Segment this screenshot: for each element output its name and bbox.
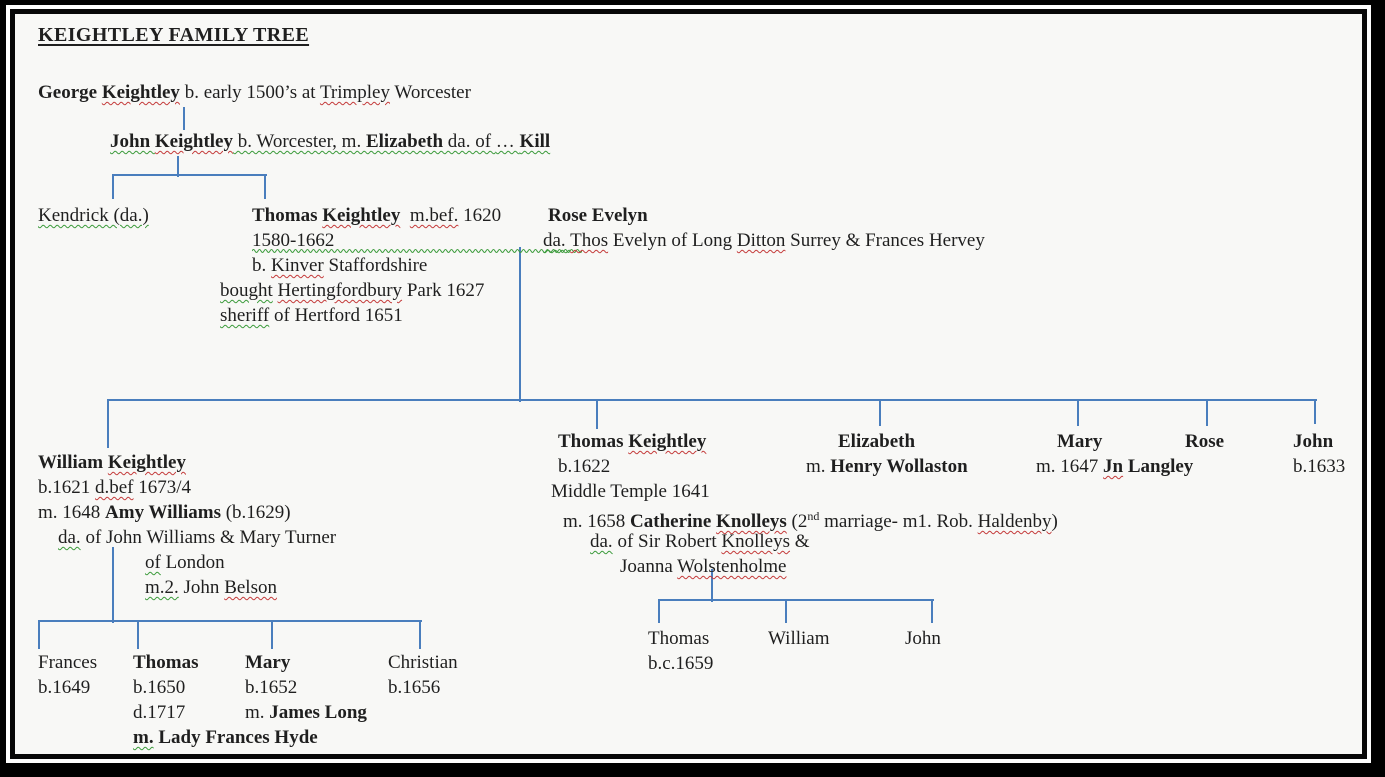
tree-connector-line — [107, 399, 109, 448]
text-run: of — [145, 552, 161, 573]
thomas-1622-birth — [558, 455, 610, 478]
text-run: Thomas — [648, 628, 710, 649]
tree-connector-line — [112, 174, 114, 199]
text-run: (b.1629) — [220, 502, 291, 523]
elizabeth-marriage — [806, 455, 968, 478]
person-rose — [1185, 430, 1224, 453]
text-run: Jn — [1103, 456, 1124, 477]
person-mary — [1057, 430, 1102, 453]
text-run: Lady Frances Hyde — [153, 727, 318, 748]
text-run: b. early 1500’s at — [179, 82, 320, 103]
person-kendrick — [38, 204, 149, 227]
thomas-1580-note-sheriff — [220, 304, 403, 327]
tree-connector-line — [519, 247, 521, 402]
person-rose-evelyn — [548, 204, 648, 227]
text-run: Mary — [1057, 431, 1103, 452]
text-run: Catherine — [630, 511, 717, 532]
mary-1652-marriage — [245, 701, 367, 724]
thomas-1622-temple — [551, 480, 710, 503]
text-run: Worcester — [390, 82, 471, 103]
text-run: b.1649 — [38, 677, 91, 698]
text-run: Thomas — [133, 652, 199, 673]
christian-birth — [388, 676, 440, 699]
text-run: 1620 — [458, 205, 502, 226]
text-run: m. — [133, 727, 154, 748]
text-run: Keightley — [107, 452, 186, 473]
text-run: Kendrick (da.) — [38, 205, 149, 226]
thomas-1650-death — [133, 701, 185, 724]
text-run: Evelyn of Long — [608, 230, 737, 251]
text-run: Hertingfordbury — [277, 280, 403, 301]
william-marriage — [38, 501, 291, 524]
text-run: John — [178, 577, 225, 598]
text-run: Thos — [570, 230, 609, 251]
text-run: Keightley — [322, 205, 401, 226]
tree-connector-line — [1206, 399, 1208, 426]
text-run: marriage- m1. Rob. — [819, 511, 978, 532]
text-run: James Long — [269, 702, 367, 723]
tree-connector-line — [1077, 399, 1079, 426]
text-run: sheriff — [220, 305, 270, 326]
text-run: d.bef — [95, 477, 134, 498]
tree-connector-line — [112, 547, 114, 623]
catherine-father — [590, 530, 810, 553]
mary-marriage — [1036, 455, 1193, 478]
text-run: Langley — [1123, 456, 1194, 477]
text-run: Thomas — [558, 431, 629, 452]
text-run: … — [495, 131, 520, 152]
tree-connector-line — [107, 399, 1317, 401]
text-run: William — [768, 628, 830, 649]
text-run: Ditton — [736, 230, 786, 251]
text-run: & — [790, 531, 810, 552]
text-run: d.1717 — [133, 702, 186, 723]
tree-connector-line — [658, 599, 660, 623]
text-run: b.1633 — [1293, 456, 1346, 477]
text-run: Haldenby — [977, 511, 1052, 532]
tree-connector-line — [271, 620, 273, 649]
text-run: m. 1647 — [1036, 456, 1104, 477]
tree-connector-line — [1314, 399, 1316, 424]
text-run: nd — [807, 509, 820, 523]
amy-second-marriage — [145, 576, 277, 599]
person-john-2 — [905, 627, 941, 650]
person-elizabeth — [838, 430, 915, 453]
tree-connector-line — [419, 620, 421, 649]
tree-connector-line — [596, 399, 598, 429]
amy-parents — [58, 526, 336, 549]
text-run: b.1650 — [133, 677, 186, 698]
text-run: bought — [220, 280, 273, 301]
text-run: Keightley — [101, 82, 180, 103]
person-george-keightley — [38, 81, 471, 104]
text-run: Rose — [1185, 431, 1225, 452]
tree-connector-line — [38, 620, 40, 649]
amy-of-london — [145, 551, 225, 574]
tree-connector-line — [658, 599, 934, 601]
william-dates — [38, 476, 191, 499]
tree-connector-line — [183, 107, 185, 130]
text-run: Knolleys — [721, 531, 791, 552]
person-thomas-keightley-1580 — [252, 204, 501, 227]
text-run: Frances — [38, 652, 98, 673]
text-run: Joanna — [620, 556, 678, 577]
text-run: da. — [543, 230, 571, 251]
text-run: Keightley — [154, 131, 233, 152]
text-run: Christian — [388, 652, 458, 673]
text-run: Kill — [519, 131, 551, 152]
text-run: Staffordshire — [323, 255, 428, 276]
mary-1652-birth — [245, 676, 297, 699]
text-run: b.1622 — [558, 456, 611, 477]
text-run: John — [1293, 431, 1334, 452]
tree-connector-line — [931, 599, 933, 623]
text-run: b.c.1659 — [648, 653, 714, 674]
text-run: Rose Evelyn — [548, 205, 648, 226]
tree-connector-line — [137, 620, 139, 649]
person-william-keightley — [38, 451, 186, 474]
text-run: m.2. — [145, 577, 179, 598]
thomas-1622-marriage — [563, 505, 1058, 533]
text-run: Trimpley — [319, 82, 390, 103]
text-run: Mary — [245, 652, 291, 673]
text-run: ) — [1051, 511, 1058, 532]
tree-title — [38, 24, 309, 47]
text-run: Wolstenholme — [677, 556, 787, 577]
catherine-mother — [620, 555, 786, 578]
text-run: (2 — [786, 511, 808, 532]
thomas-1650-birth — [133, 676, 185, 699]
tree-connector-line — [264, 174, 266, 199]
rose-evelyn-parents — [543, 229, 985, 252]
text-run: KEIGHTLEY FAMILY TREE — [38, 24, 310, 46]
text-run: b.1656 — [388, 677, 441, 698]
person-thomas-1659 — [648, 627, 709, 650]
person-john-1633 — [1293, 430, 1333, 453]
text-run: m. 1658 — [563, 511, 631, 532]
text-run: 1580-1662 — [252, 230, 335, 251]
thomas-1580-dates — [252, 229, 334, 252]
text-run: da. of — [443, 131, 496, 152]
text-run: b. — [252, 255, 271, 276]
text-run: Elizabeth — [838, 431, 916, 452]
tree-connector-line — [112, 174, 267, 176]
thomas-1650-marriage — [133, 726, 318, 749]
person-john-keightley — [110, 130, 550, 153]
text-run: of John Williams & Mary Turner — [80, 527, 337, 548]
text-run: Elizabeth — [365, 131, 444, 152]
tree-connector-line — [38, 620, 422, 622]
person-thomas-keightley-1622 — [558, 430, 706, 453]
text-run: Thomas — [252, 205, 323, 226]
person-william-2 — [768, 627, 830, 650]
text-run: Park 1627 — [402, 280, 485, 301]
text-run: Belson — [224, 577, 277, 598]
text-run: George — [38, 82, 102, 103]
text-run: Knolleys — [716, 511, 787, 532]
text-run: of Hertford 1651 — [269, 305, 403, 326]
text-run: m. 1648 — [38, 502, 106, 523]
text-run: m.bef. — [409, 205, 459, 226]
text-run: London — [160, 552, 225, 573]
text-run: William — [38, 452, 108, 473]
person-frances — [38, 651, 97, 674]
text-run: John — [110, 131, 155, 152]
text-run: 1673/4 — [133, 477, 192, 498]
john-1633-birth — [1293, 455, 1345, 478]
thomas-1659-birth — [648, 652, 713, 675]
text-run: da. — [590, 531, 613, 552]
text-run: John — [905, 628, 941, 649]
text-run: Kinver — [271, 255, 324, 276]
text-run — [400, 205, 410, 226]
text-run: of Sir Robert — [612, 531, 722, 552]
person-mary-1652 — [245, 651, 290, 674]
text-run: Amy Williams — [105, 502, 221, 523]
text-run: b.1652 — [245, 677, 298, 698]
text-run: da. — [58, 527, 81, 548]
text-run: Henry Wollaston — [830, 456, 968, 477]
text-run: Keightley — [628, 431, 707, 452]
frances-birth — [38, 676, 90, 699]
thomas-1580-birthplace — [252, 254, 427, 277]
text-run: b. Worcester, m. — [233, 131, 366, 152]
text-run: b.1621 — [38, 477, 95, 498]
text-run: m. — [245, 702, 270, 723]
person-thomas-1650 — [133, 651, 198, 674]
tree-connector-line — [879, 399, 881, 426]
thomas-1580-note-park — [220, 279, 484, 302]
text-run: Middle Temple 1641 — [551, 481, 710, 502]
tree-connector-line — [785, 599, 787, 623]
text-run: Surrey & Frances Hervey — [785, 230, 985, 251]
text-run: m. — [806, 456, 831, 477]
person-christian — [388, 651, 458, 674]
